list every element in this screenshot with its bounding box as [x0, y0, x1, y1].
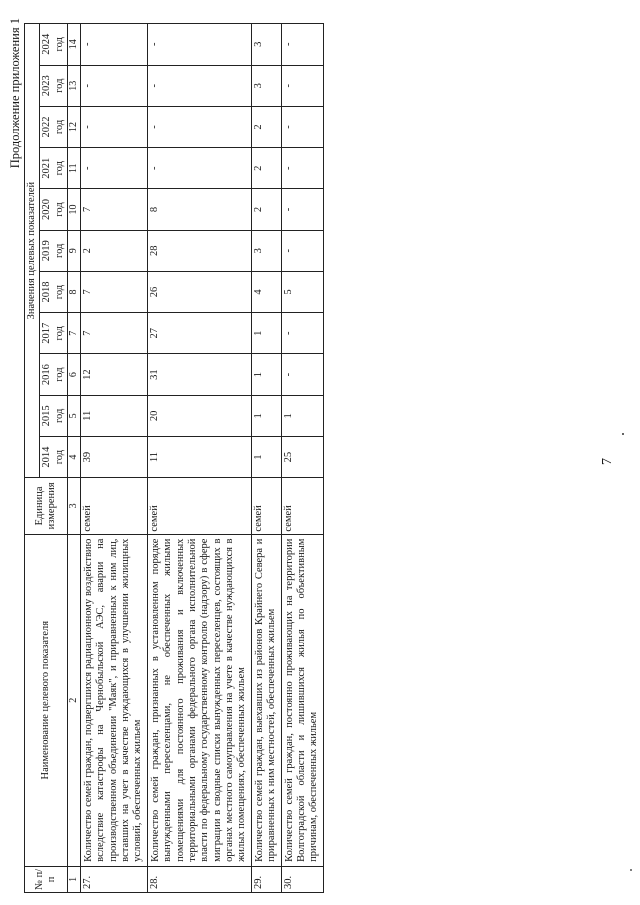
header-year: 2018 год	[40, 271, 68, 312]
indicator-value: -	[281, 148, 323, 189]
column-index-cell: 7	[68, 313, 81, 354]
indicator-value: -	[147, 106, 251, 147]
indicator-unit: семей	[80, 478, 147, 534]
column-index-row	[68, 24, 81, 893]
indicator-value: 4	[251, 271, 281, 312]
indicator-value: 1	[251, 395, 281, 436]
indicator-value: 12	[80, 354, 147, 395]
indicator-value: 1	[281, 395, 323, 436]
indicator-value: 20	[147, 395, 251, 436]
header-num: № п/п	[25, 866, 68, 892]
indicator-unit: семей	[281, 478, 323, 534]
header-year: 2014 год	[40, 436, 68, 477]
indicator-value: 7	[80, 189, 147, 230]
row-number: 29.	[251, 866, 281, 892]
indicator-value: -	[281, 24, 323, 66]
indicator-value: -	[80, 106, 147, 147]
indicator-name: Количество семей граждан, выехавших из районов Крайнего Севера и приравненных к ним местностей, обеспеченных жильем	[251, 534, 281, 866]
indicator-value: -	[147, 24, 251, 66]
indicator-value: 26	[147, 271, 251, 312]
page-number: 7	[600, 458, 615, 465]
column-index-cell: 8	[68, 271, 81, 312]
indicator-value: -	[147, 65, 251, 106]
indicator-value: 5	[281, 271, 323, 312]
header-year: 2024 год	[40, 24, 68, 66]
table-body	[80, 24, 323, 893]
column-index-cell: 9	[68, 230, 81, 271]
indicator-value: -	[80, 65, 147, 106]
header-year: 2021 год	[40, 148, 68, 189]
column-index-cell: 1	[68, 866, 81, 892]
indicator-value: 1	[251, 354, 281, 395]
indicator-unit: семей	[251, 478, 281, 534]
header-year: 2023 год	[40, 65, 68, 106]
continuation-note: Продолжение приложения 1	[8, 18, 22, 169]
indicators-table	[24, 23, 324, 893]
indicator-value: 25	[281, 436, 323, 477]
row-number: 30.	[281, 866, 323, 892]
column-index-cell: 6	[68, 354, 81, 395]
indicator-value: -	[147, 148, 251, 189]
header-row-1	[25, 24, 40, 893]
header-unit: Единица измерения	[25, 478, 68, 534]
indicator-name: Количество семей граждан, подвергшихся радиационному воздействию вследствие катастрофы на Чернобыльской АЭС, аварии на производственном объединении "Маяк", и приравненных к ним лиц, вставших на учет в качестве нуждающихся в улучшении жилищных условий, обеспеченных жильем	[80, 534, 147, 866]
indicator-value: 7	[80, 271, 147, 312]
scan-speck	[630, 869, 632, 871]
table-row	[147, 24, 251, 893]
indicator-value: -	[281, 106, 323, 147]
header-year: 2022 год	[40, 106, 68, 147]
column-index-cell: 5	[68, 395, 81, 436]
row-number: 28.	[147, 866, 251, 892]
indicator-value: 2	[80, 230, 147, 271]
table-row	[281, 24, 323, 893]
column-index-cell: 10	[68, 189, 81, 230]
indicator-name: Количество семей граждан, признанных в установленном порядке вынужденными переселенцами, не обеспеченных жилыми помещениями для постоянного проживания и включенных территориальными органами федерального органа исполнительной власти по федеральному государственному контролю (надзору) в сфере миграции в сводные списки вынужденных переселенцев, состоящих в органах местного самоуправления на учете в качестве нуждающихся в жилых помещениях, обеспеченных жильем	[147, 534, 251, 866]
header-year: 2020 год	[40, 189, 68, 230]
column-index-cell: 11	[68, 148, 81, 189]
indicator-value: 2	[251, 189, 281, 230]
indicator-value: 2	[251, 106, 281, 147]
scan-speck	[622, 433, 624, 435]
header-year: 2019 год	[40, 230, 68, 271]
indicator-unit: семей	[147, 478, 251, 534]
column-index-cell: 14	[68, 24, 81, 66]
header-year: 2016 год	[40, 354, 68, 395]
indicator-value: 1	[251, 313, 281, 354]
indicator-value: 8	[147, 189, 251, 230]
indicator-value: -	[80, 148, 147, 189]
header-name: Наименование целевого показателя	[25, 534, 68, 866]
indicator-value: -	[281, 65, 323, 106]
column-index-cell: 4	[68, 436, 81, 477]
column-index-cell: 2	[68, 534, 81, 866]
table-row	[251, 24, 281, 893]
indicator-value: 31	[147, 354, 251, 395]
indicator-value: 39	[80, 436, 147, 477]
indicator-value: 7	[80, 313, 147, 354]
indicator-value: -	[281, 354, 323, 395]
indicator-value: 3	[251, 65, 281, 106]
indicator-value: 11	[147, 436, 251, 477]
indicator-value: -	[281, 230, 323, 271]
table-row	[80, 24, 147, 893]
indicator-value: 11	[80, 395, 147, 436]
header-values-group: Значения целевых показателей	[25, 24, 40, 478]
column-index-cell: 12	[68, 106, 81, 147]
indicator-value: 2	[251, 148, 281, 189]
header-year: 2015 год	[40, 395, 68, 436]
indicator-value: -	[80, 24, 147, 66]
indicator-value: -	[281, 189, 323, 230]
column-index-cell: 13	[68, 65, 81, 106]
indicator-value: 27	[147, 313, 251, 354]
indicator-value: 3	[251, 230, 281, 271]
header-year: 2017 год	[40, 313, 68, 354]
indicator-value: 28	[147, 230, 251, 271]
column-index-cell: 3	[68, 478, 81, 534]
indicator-name: Количество семей граждан, постоянно проживающих на территории Волгоградской области и лишившихся жилья по объективным причинам, обеспеченных жильем	[281, 534, 323, 866]
indicator-value: 3	[251, 24, 281, 66]
indicator-value: 1	[251, 436, 281, 477]
row-number: 27.	[80, 866, 147, 892]
indicator-value: -	[281, 313, 323, 354]
